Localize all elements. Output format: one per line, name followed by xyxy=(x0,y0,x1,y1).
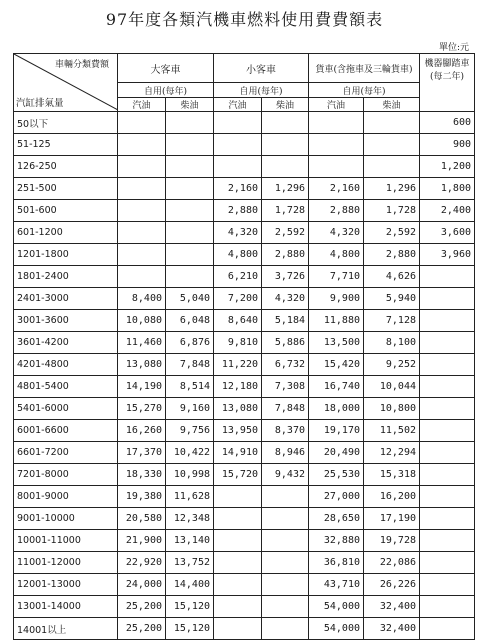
car-diesel-cell: 8,946 xyxy=(262,442,309,464)
bus-gasoline-cell: 14,190 xyxy=(118,376,166,398)
bus-diesel-cell xyxy=(166,200,214,222)
truck-gasoline-cell: 32,880 xyxy=(309,530,364,552)
bus-diesel-cell: 13,752 xyxy=(166,552,214,574)
table-row xyxy=(14,332,475,354)
bus-gasoline-cell xyxy=(118,156,166,178)
car-header: 小客車 xyxy=(214,54,309,83)
table-row xyxy=(14,420,475,442)
table-row xyxy=(14,552,475,574)
bus-diesel-cell: 15,120 xyxy=(166,618,214,640)
displacement-cell: 601-1200 xyxy=(14,222,118,244)
bus-diesel-cell xyxy=(166,244,214,266)
displacement-cell: 10001-11000 xyxy=(14,530,118,552)
truck-gasoline-cell: 18,000 xyxy=(309,398,364,420)
displacement-cell: 13001-14000 xyxy=(14,596,118,618)
motorcycle-cell xyxy=(420,398,475,420)
motorcycle-cell: 600 xyxy=(420,112,475,134)
truck-diesel-cell: 15,318 xyxy=(364,464,420,486)
car-diesel-cell: 2,880 xyxy=(262,244,309,266)
displacement-cell: 4201-4800 xyxy=(14,354,118,376)
bus-diesel-cell xyxy=(166,156,214,178)
car-gasoline-cell xyxy=(214,596,262,618)
motorcycle-cell xyxy=(420,266,475,288)
truck-gasoline-cell: 28,650 xyxy=(309,508,364,530)
bus-diesel-cell: 8,514 xyxy=(166,376,214,398)
car-gasoline-header: 汽油 xyxy=(214,98,262,112)
motorcycle-cell: 3,600 xyxy=(420,222,475,244)
motorcycle-cell xyxy=(420,486,475,508)
bus-gasoline-cell: 11,460 xyxy=(118,332,166,354)
bus-gasoline-cell: 20,580 xyxy=(118,508,166,530)
bus-header: 大客車 xyxy=(118,54,214,83)
displacement-cell: 126-250 xyxy=(14,156,118,178)
bus-gasoline-cell: 19,380 xyxy=(118,486,166,508)
car-gasoline-cell: 2,160 xyxy=(214,178,262,200)
truck-gasoline-cell: 4,800 xyxy=(309,244,364,266)
truck-gasoline-header: 汽油 xyxy=(309,98,364,112)
bus-gasoline-cell: 8,400 xyxy=(118,288,166,310)
unit-label: 單位:元 xyxy=(438,43,469,53)
car-diesel-header: 柴油 xyxy=(262,98,309,112)
displacement-cell: 1201-1800 xyxy=(14,244,118,266)
bus-diesel-cell: 5,040 xyxy=(166,288,214,310)
car-diesel-cell: 7,848 xyxy=(262,398,309,420)
car-gasoline-cell xyxy=(214,486,262,508)
car-diesel-cell: 3,726 xyxy=(262,266,309,288)
table-row xyxy=(14,288,475,310)
truck-diesel-cell: 1,296 xyxy=(364,178,420,200)
table-row xyxy=(14,134,475,156)
car-diesel-cell xyxy=(262,596,309,618)
car-gasoline-cell: 14,910 xyxy=(214,442,262,464)
motorcycle-cell: 3,960 xyxy=(420,244,475,266)
motorcycle-header-line1: 機器腳踏車 xyxy=(424,59,470,69)
truck-gasoline-cell xyxy=(309,134,364,156)
truck-gasoline-cell: 36,810 xyxy=(309,552,364,574)
motorcycle-cell xyxy=(420,354,475,376)
truck-self-use-header: 自用(每年) xyxy=(309,83,420,98)
table-row xyxy=(14,464,475,486)
car-gasoline-cell: 13,950 xyxy=(214,420,262,442)
truck-diesel-cell: 10,800 xyxy=(364,398,420,420)
motorcycle-cell xyxy=(420,420,475,442)
car-diesel-cell xyxy=(262,618,309,640)
displacement-cell: 11001-12000 xyxy=(14,552,118,574)
bus-diesel-cell: 11,628 xyxy=(166,486,214,508)
car-gasoline-cell: 6,210 xyxy=(214,266,262,288)
car-gasoline-cell xyxy=(214,508,262,530)
motorcycle-cell: 1,200 xyxy=(420,156,475,178)
car-gasoline-cell: 15,720 xyxy=(214,464,262,486)
displacement-cell: 7201-8000 xyxy=(14,464,118,486)
bus-gasoline-cell: 22,920 xyxy=(118,552,166,574)
car-diesel-cell xyxy=(262,156,309,178)
truck-diesel-cell: 32,400 xyxy=(364,596,420,618)
table-row xyxy=(14,266,475,288)
car-diesel-cell xyxy=(262,552,309,574)
truck-diesel-cell: 26,226 xyxy=(364,574,420,596)
car-diesel-cell: 5,184 xyxy=(262,310,309,332)
truck-gasoline-cell: 15,420 xyxy=(309,354,364,376)
truck-diesel-cell: 2,880 xyxy=(364,244,420,266)
bus-gasoline-cell xyxy=(118,244,166,266)
car-gasoline-cell: 11,220 xyxy=(214,354,262,376)
car-gasoline-cell xyxy=(214,134,262,156)
truck-gasoline-cell: 43,710 xyxy=(309,574,364,596)
displacement-cell: 3001-3600 xyxy=(14,310,118,332)
truck-diesel-cell: 10,044 xyxy=(364,376,420,398)
table-row xyxy=(14,574,475,596)
table-row xyxy=(14,112,475,134)
table-row xyxy=(14,618,475,640)
displacement-label: 汽缸排氣量 xyxy=(16,98,64,109)
car-diesel-cell xyxy=(262,574,309,596)
car-diesel-cell: 2,592 xyxy=(262,222,309,244)
truck-gasoline-cell: 16,740 xyxy=(309,376,364,398)
truck-diesel-cell: 19,728 xyxy=(364,530,420,552)
bus-diesel-cell xyxy=(166,266,214,288)
motorcycle-cell xyxy=(420,618,475,640)
vehicle-category-label: 車輛分類費額 xyxy=(54,60,109,70)
bus-gasoline-cell xyxy=(118,200,166,222)
truck-diesel-cell xyxy=(364,134,420,156)
truck-gasoline-cell: 27,000 xyxy=(309,486,364,508)
bus-diesel-cell xyxy=(166,112,214,134)
table-row xyxy=(14,200,475,222)
car-diesel-cell: 1,296 xyxy=(262,178,309,200)
bus-gasoline-header: 汽油 xyxy=(118,98,166,112)
motorcycle-cell xyxy=(420,596,475,618)
table-row xyxy=(14,156,475,178)
bus-diesel-cell: 10,422 xyxy=(166,442,214,464)
truck-diesel-cell: 2,592 xyxy=(364,222,420,244)
bus-diesel-cell: 15,120 xyxy=(166,596,214,618)
car-gasoline-cell: 8,640 xyxy=(214,310,262,332)
truck-diesel-cell: 4,626 xyxy=(364,266,420,288)
car-diesel-cell xyxy=(262,486,309,508)
bus-gasoline-cell: 25,200 xyxy=(118,618,166,640)
truck-diesel-cell: 32,400 xyxy=(364,618,420,640)
table-row xyxy=(14,354,475,376)
table-row xyxy=(14,486,475,508)
car-gasoline-cell: 4,800 xyxy=(214,244,262,266)
fee-table-body xyxy=(14,112,475,640)
motorcycle-header xyxy=(420,54,475,112)
motorcycle-cell xyxy=(420,552,475,574)
car-gasoline-cell: 12,180 xyxy=(214,376,262,398)
motorcycle-cell xyxy=(420,442,475,464)
table-row xyxy=(14,596,475,618)
bus-gasoline-cell: 10,080 xyxy=(118,310,166,332)
bus-gasoline-cell xyxy=(118,266,166,288)
truck-diesel-cell: 11,502 xyxy=(364,420,420,442)
truck-gasoline-cell: 4,320 xyxy=(309,222,364,244)
displacement-cell: 251-500 xyxy=(14,178,118,200)
motorcycle-cell xyxy=(420,574,475,596)
truck-gasoline-cell: 7,710 xyxy=(309,266,364,288)
motorcycle-cell xyxy=(420,508,475,530)
bus-diesel-cell: 10,998 xyxy=(166,464,214,486)
motorcycle-cell xyxy=(420,376,475,398)
table-row xyxy=(14,178,475,200)
motorcycle-cell xyxy=(420,332,475,354)
truck-gasoline-cell: 13,500 xyxy=(309,332,364,354)
displacement-cell: 51-125 xyxy=(14,134,118,156)
car-gasoline-cell xyxy=(214,156,262,178)
bus-gasoline-cell xyxy=(118,112,166,134)
truck-gasoline-cell: 25,530 xyxy=(309,464,364,486)
truck-diesel-cell xyxy=(364,112,420,134)
truck-gasoline-cell: 20,490 xyxy=(309,442,364,464)
bus-diesel-cell: 13,140 xyxy=(166,530,214,552)
truck-gasoline-cell xyxy=(309,156,364,178)
bus-gasoline-cell: 13,080 xyxy=(118,354,166,376)
displacement-cell: 3601-4200 xyxy=(14,332,118,354)
displacement-cell: 5401-6000 xyxy=(14,398,118,420)
bus-diesel-cell: 9,756 xyxy=(166,420,214,442)
displacement-cell: 50以下 xyxy=(14,112,118,134)
motorcycle-header-line2: (每二年) xyxy=(429,72,465,82)
truck-diesel-cell: 17,190 xyxy=(364,508,420,530)
displacement-cell: 4801-5400 xyxy=(14,376,118,398)
truck-gasoline-cell: 19,170 xyxy=(309,420,364,442)
car-gasoline-cell: 9,810 xyxy=(214,332,262,354)
car-diesel-cell xyxy=(262,112,309,134)
car-diesel-cell: 8,370 xyxy=(262,420,309,442)
motorcycle-cell xyxy=(420,464,475,486)
table-row xyxy=(14,376,475,398)
truck-diesel-cell xyxy=(364,156,420,178)
bus-gasoline-cell: 21,900 xyxy=(118,530,166,552)
table-row xyxy=(14,508,475,530)
motorcycle-cell: 900 xyxy=(420,134,475,156)
bus-gasoline-cell: 25,200 xyxy=(118,596,166,618)
car-self-use-header: 自用(每年) xyxy=(214,83,309,98)
bus-gasoline-cell xyxy=(118,222,166,244)
bus-gasoline-cell: 24,000 xyxy=(118,574,166,596)
car-gasoline-cell xyxy=(214,112,262,134)
truck-gasoline-cell: 11,880 xyxy=(309,310,364,332)
table-row xyxy=(14,244,475,266)
truck-diesel-cell: 16,200 xyxy=(364,486,420,508)
bus-gasoline-cell: 16,260 xyxy=(118,420,166,442)
car-diesel-cell: 4,320 xyxy=(262,288,309,310)
displacement-cell: 8001-9000 xyxy=(14,486,118,508)
table-row xyxy=(14,398,475,420)
car-gasoline-cell: 13,080 xyxy=(214,398,262,420)
bus-diesel-cell: 14,400 xyxy=(166,574,214,596)
truck-gasoline-cell xyxy=(309,112,364,134)
bus-gasoline-cell xyxy=(118,178,166,200)
car-diesel-cell xyxy=(262,508,309,530)
truck-diesel-cell: 1,728 xyxy=(364,200,420,222)
car-diesel-cell: 1,728 xyxy=(262,200,309,222)
motorcycle-cell: 1,800 xyxy=(420,178,475,200)
truck-diesel-cell: 8,100 xyxy=(364,332,420,354)
truck-gasoline-cell: 54,000 xyxy=(309,618,364,640)
bus-diesel-cell xyxy=(166,222,214,244)
truck-diesel-cell: 5,940 xyxy=(364,288,420,310)
car-gasoline-cell xyxy=(214,618,262,640)
bus-diesel-cell xyxy=(166,134,214,156)
bus-gasoline-cell: 17,370 xyxy=(118,442,166,464)
motorcycle-cell xyxy=(420,288,475,310)
bus-gasoline-cell: 18,330 xyxy=(118,464,166,486)
bus-diesel-cell xyxy=(166,178,214,200)
truck-diesel-cell: 12,294 xyxy=(364,442,420,464)
car-diesel-cell: 6,732 xyxy=(262,354,309,376)
displacement-cell: 6601-7200 xyxy=(14,442,118,464)
corner-header-cell xyxy=(14,54,118,112)
table-row xyxy=(14,310,475,332)
table-row xyxy=(14,442,475,464)
displacement-cell: 12001-13000 xyxy=(14,574,118,596)
car-gasoline-cell: 7,200 xyxy=(214,288,262,310)
table-row xyxy=(14,530,475,552)
truck-gasoline-cell: 9,900 xyxy=(309,288,364,310)
motorcycle-cell xyxy=(420,530,475,552)
page-title: 97年度各類汽機車燃料使用費費額表 xyxy=(105,10,384,29)
fee-table xyxy=(13,53,475,640)
bus-diesel-header: 柴油 xyxy=(166,98,214,112)
bus-self-use-header: 自用(每年) xyxy=(118,83,214,98)
truck-gasoline-cell: 54,000 xyxy=(309,596,364,618)
car-gasoline-cell xyxy=(214,552,262,574)
bus-gasoline-cell xyxy=(118,134,166,156)
displacement-cell: 501-600 xyxy=(14,200,118,222)
displacement-cell: 6001-6600 xyxy=(14,420,118,442)
truck-diesel-cell: 7,128 xyxy=(364,310,420,332)
bus-diesel-cell: 9,160 xyxy=(166,398,214,420)
motorcycle-cell: 2,400 xyxy=(420,200,475,222)
car-diesel-cell xyxy=(262,530,309,552)
displacement-cell: 1801-2400 xyxy=(14,266,118,288)
car-diesel-cell: 9,432 xyxy=(262,464,309,486)
car-gasoline-cell xyxy=(214,530,262,552)
displacement-cell: 14001以上 xyxy=(14,618,118,640)
car-diesel-cell: 5,886 xyxy=(262,332,309,354)
motorcycle-cell xyxy=(420,310,475,332)
bus-diesel-cell: 12,348 xyxy=(166,508,214,530)
bus-diesel-cell: 6,876 xyxy=(166,332,214,354)
bus-gasoline-cell: 15,270 xyxy=(118,398,166,420)
car-diesel-cell: 7,308 xyxy=(262,376,309,398)
displacement-cell: 2401-3000 xyxy=(14,288,118,310)
truck-diesel-header: 柴油 xyxy=(364,98,420,112)
displacement-cell: 9001-10000 xyxy=(14,508,118,530)
car-diesel-cell xyxy=(262,134,309,156)
truck-diesel-cell: 22,086 xyxy=(364,552,420,574)
truck-gasoline-cell: 2,880 xyxy=(309,200,364,222)
car-gasoline-cell: 4,320 xyxy=(214,222,262,244)
truck-header: 貨車(含拖車及三輪貨車) xyxy=(309,54,420,83)
bus-diesel-cell: 6,048 xyxy=(166,310,214,332)
table-row xyxy=(14,222,475,244)
car-gasoline-cell xyxy=(214,574,262,596)
truck-diesel-cell: 9,252 xyxy=(364,354,420,376)
bus-diesel-cell: 7,848 xyxy=(166,354,214,376)
truck-gasoline-cell: 2,160 xyxy=(309,178,364,200)
car-gasoline-cell: 2,880 xyxy=(214,200,262,222)
